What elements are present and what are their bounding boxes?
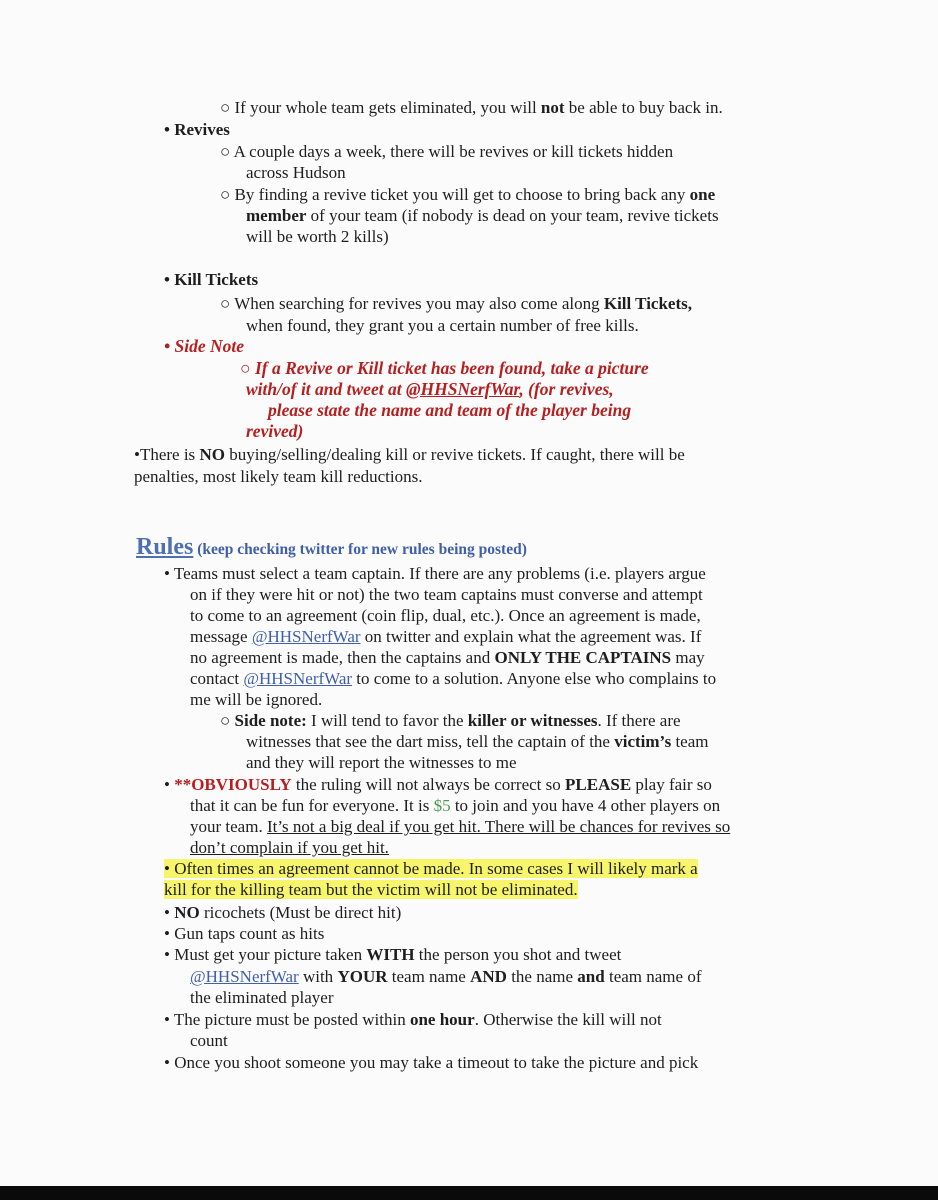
bold-text: and xyxy=(577,967,605,986)
price-text: $5 xyxy=(433,796,451,815)
side-note-line xyxy=(240,358,649,379)
text-run: the ruling will not always be correct so xyxy=(291,775,566,794)
text-run: ricochets (Must be direct hit) xyxy=(199,903,402,922)
twitter-handle-link[interactable]: @HHSNerfWar xyxy=(405,379,520,399)
text-line: and they will report the witnesses to me xyxy=(246,753,517,772)
text-run: . If there are xyxy=(597,711,681,730)
bottom-bar xyxy=(0,1186,938,1200)
text-line xyxy=(164,902,401,923)
text-line xyxy=(164,944,621,965)
text-run: I will tend to favor the xyxy=(306,711,468,730)
side-note-line: please state the name and team of the player being xyxy=(268,400,632,420)
highlighted-line xyxy=(164,879,578,900)
text-line: to come to an agreement (coin flip, dual, etc.). Once an agreement is made, xyxy=(190,606,701,625)
text-run: team name of xyxy=(604,967,702,986)
text-line: me will be ignored. xyxy=(190,690,323,709)
circle-bullet: ○ xyxy=(240,358,255,378)
bold-text: one xyxy=(689,185,716,204)
text-line: • Gun taps count as hits xyxy=(164,924,325,943)
text-run: • xyxy=(164,775,175,794)
text-line xyxy=(220,293,692,314)
side-note-line xyxy=(246,379,614,400)
text-run: • xyxy=(164,903,175,922)
bold-text: YOUR xyxy=(337,967,388,986)
bold-text: killer or witnesses xyxy=(467,711,598,730)
bold-text: NO xyxy=(199,445,225,464)
underlined-text: It’s not a big deal if you get hit. There will be chances for revives so xyxy=(266,817,731,836)
twitter-handle-link[interactable]: @HHSNerfWar xyxy=(190,967,299,986)
text-run: be able to buy back in. xyxy=(564,98,723,117)
bold-red-text: **OBVIOUSLY xyxy=(174,775,292,794)
bold-text: NO xyxy=(174,903,200,922)
text-run: ○ When searching for revives you may also come along xyxy=(220,294,604,313)
bold-text: member xyxy=(246,206,307,225)
bold-text: not xyxy=(540,98,565,117)
bold-text: WITH xyxy=(366,945,415,964)
text-run: message xyxy=(190,627,252,646)
rules-title: Rules xyxy=(136,534,194,560)
text-run: team name xyxy=(387,967,471,986)
side-note-line: revived) xyxy=(246,421,304,441)
text-line xyxy=(164,774,712,795)
rules-heading xyxy=(136,534,527,561)
text-line xyxy=(220,184,715,205)
text-run: your team. xyxy=(190,817,267,836)
text-line: ○ A couple days a week, there will be revives or kill tickets hidden xyxy=(220,142,674,161)
text-line: count xyxy=(190,1031,228,1050)
bold-text: Kill Tickets, xyxy=(603,294,693,313)
text-line xyxy=(220,97,723,118)
underlined-text: don’t complain if you get hit. xyxy=(190,838,389,857)
text-run: team xyxy=(671,732,709,751)
text-line: will be worth 2 kills) xyxy=(246,227,389,246)
text-line xyxy=(164,1009,662,1030)
text-line xyxy=(190,647,705,668)
text-run: no agreement is made, then the captains and xyxy=(190,648,495,667)
rules-subtitle: (keep checking twitter for new rules being posted) xyxy=(193,541,527,558)
twitter-handle-link[interactable]: @HHSNerfWar xyxy=(251,627,361,646)
circle-bullet: ○ xyxy=(220,711,235,730)
text-run: If a Revive or Kill ticket has been found, take a picture xyxy=(254,358,649,378)
text-run: with/of it and tweet at xyxy=(246,379,406,399)
text-run: • Must get your picture taken xyxy=(164,945,367,964)
text-line xyxy=(190,668,716,689)
text-run: may xyxy=(671,648,705,667)
text-run: ○ If your whole team gets eliminated, you will xyxy=(220,98,541,117)
text-run: the person you shot and tweet xyxy=(414,945,622,964)
text-line: across Hudson xyxy=(246,163,346,182)
text-run: play fair so xyxy=(631,775,712,794)
twitter-handle-link[interactable]: @HHSNerfWar xyxy=(243,669,353,688)
text-line xyxy=(220,710,681,731)
text-line xyxy=(190,966,701,987)
text-run: buying/selling/dealing kill or revive tickets. If caught, there will be xyxy=(224,445,685,464)
text-line: on if they were hit or not) the two team captains must converse and attempt xyxy=(190,585,703,604)
text-line: • Once you shoot someone you may take a timeout to take the picture and pick xyxy=(164,1053,699,1072)
bold-text: Side note: xyxy=(234,711,307,730)
text-run: witnesses that see the dart miss, tell the captain of the xyxy=(246,732,615,751)
text-line xyxy=(134,444,685,465)
bold-text: one hour xyxy=(409,1010,475,1029)
section-heading-revives: • Revives xyxy=(164,120,230,139)
text-line xyxy=(190,795,720,816)
text-run: the name xyxy=(506,967,578,986)
text-run: of your team (if nobody is dead on your team, revive tickets xyxy=(306,206,719,225)
text-line: • Teams must select a team captain. If there are any problems (i.e. players argue xyxy=(164,564,706,583)
text-run: to join and you have 4 other players on xyxy=(450,796,721,815)
text-run: that it can be fun for everyone. It is xyxy=(190,796,434,815)
text-run: to come to a solution. Anyone else who complains to xyxy=(352,669,717,688)
side-note-heading: • Side Note xyxy=(164,336,245,356)
text-run: . Otherwise the kill will not xyxy=(474,1010,662,1029)
text-line xyxy=(246,731,709,752)
text-run: • The picture must be posted within xyxy=(164,1010,410,1029)
text-line: when found, they grant you a certain number of free kills. xyxy=(246,316,639,335)
text-run: , (for revives, xyxy=(519,379,614,399)
text-run: with xyxy=(298,967,338,986)
text-run: •There is xyxy=(134,445,200,464)
text-run: contact xyxy=(190,669,244,688)
text-line: the eliminated player xyxy=(190,988,334,1007)
bold-text: PLEASE xyxy=(565,775,632,794)
section-heading-kill-tickets: • Kill Tickets xyxy=(164,270,259,289)
text-run: ○ By finding a revive ticket you will get to choose to bring back any xyxy=(220,185,690,204)
text-line xyxy=(190,626,701,647)
text-line xyxy=(246,205,719,226)
text-run: on twitter and explain what the agreement was. If xyxy=(360,627,702,646)
bold-text: victim’s xyxy=(614,732,672,751)
highlighted-text: • Often times an agreement cannot be made. In some cases I will likely mark a xyxy=(164,859,698,878)
highlighted-line xyxy=(164,858,698,879)
text-line: penalties, most likely team kill reductions. xyxy=(134,467,423,486)
text-line xyxy=(190,816,730,837)
bold-text: ONLY THE CAPTAINS xyxy=(494,648,672,667)
highlighted-text: kill for the killing team but the victim will not be eliminated. xyxy=(164,880,578,899)
bold-text: AND xyxy=(470,967,507,986)
